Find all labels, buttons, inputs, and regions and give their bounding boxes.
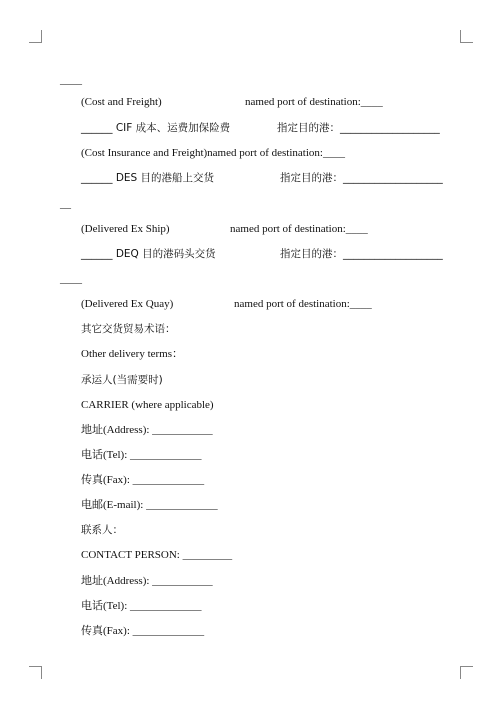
crop-mark-bottom-left: [29, 666, 42, 679]
term-label-cn: ______ CIF 成本、运费加保险费: [81, 122, 231, 134]
other-terms-cn: 其它交货贸易术语：: [81, 323, 176, 335]
term-line-deq: [81, 247, 481, 289]
term-label: (Cost and Freight): [81, 96, 162, 108]
blank-line: ____: [60, 74, 82, 86]
destination-label: named port of destination:____: [230, 223, 368, 235]
destination-label-cn: 指定目的港：___________________: [280, 248, 443, 260]
other-terms-en: Other delivery terms：: [81, 348, 184, 360]
carrier-email-field: 电邮(E-mail): _____________: [81, 499, 218, 511]
carrier-tel-field: 电话(Tel): _____________: [81, 449, 202, 461]
term-line-des: [81, 171, 481, 213]
contact-heading-cn: 联系人：: [81, 524, 123, 536]
destination-label-cn: 指定目的港：___________________: [280, 172, 443, 184]
contact-tel-field: 电话(Tel): _____________: [81, 600, 202, 612]
blank-line: __: [60, 198, 71, 210]
carrier-fax-field: 传真(Fax): _____________: [81, 474, 205, 486]
destination-label-cn: 指定目的港：___________________: [277, 122, 440, 134]
carrier-address-field: 地址(Address): ___________: [81, 424, 213, 436]
crop-mark-top-right: [460, 30, 473, 43]
term-label: (Delivered Ex Ship): [81, 223, 170, 235]
contact-fax-field: 传真(Fax): _____________: [81, 625, 205, 637]
blank-line: ____: [60, 273, 82, 285]
crop-mark-top-left: [29, 30, 42, 43]
contact-address-field: 地址(Address): ___________: [81, 575, 213, 587]
carrier-heading-cn: 承运人(当需要时): [81, 374, 163, 386]
crop-mark-bottom-right: [460, 666, 473, 679]
carrier-heading-en: CARRIER (where applicable): [81, 399, 214, 411]
destination-label: named port of destination:____: [234, 298, 372, 310]
term-label: (Delivered Ex Quay): [81, 298, 174, 310]
term-label-cn: ______ DEQ 目的港码头交货: [81, 248, 216, 260]
destination-label: named port of destination:____: [245, 96, 383, 108]
term-line-cif-en: (Cost Insurance and Freight)named port of destination:____: [81, 147, 345, 159]
term-label-cn: ______ DES 目的港船上交货: [81, 172, 215, 184]
contact-person-field: CONTACT PERSON: _________: [81, 549, 233, 561]
